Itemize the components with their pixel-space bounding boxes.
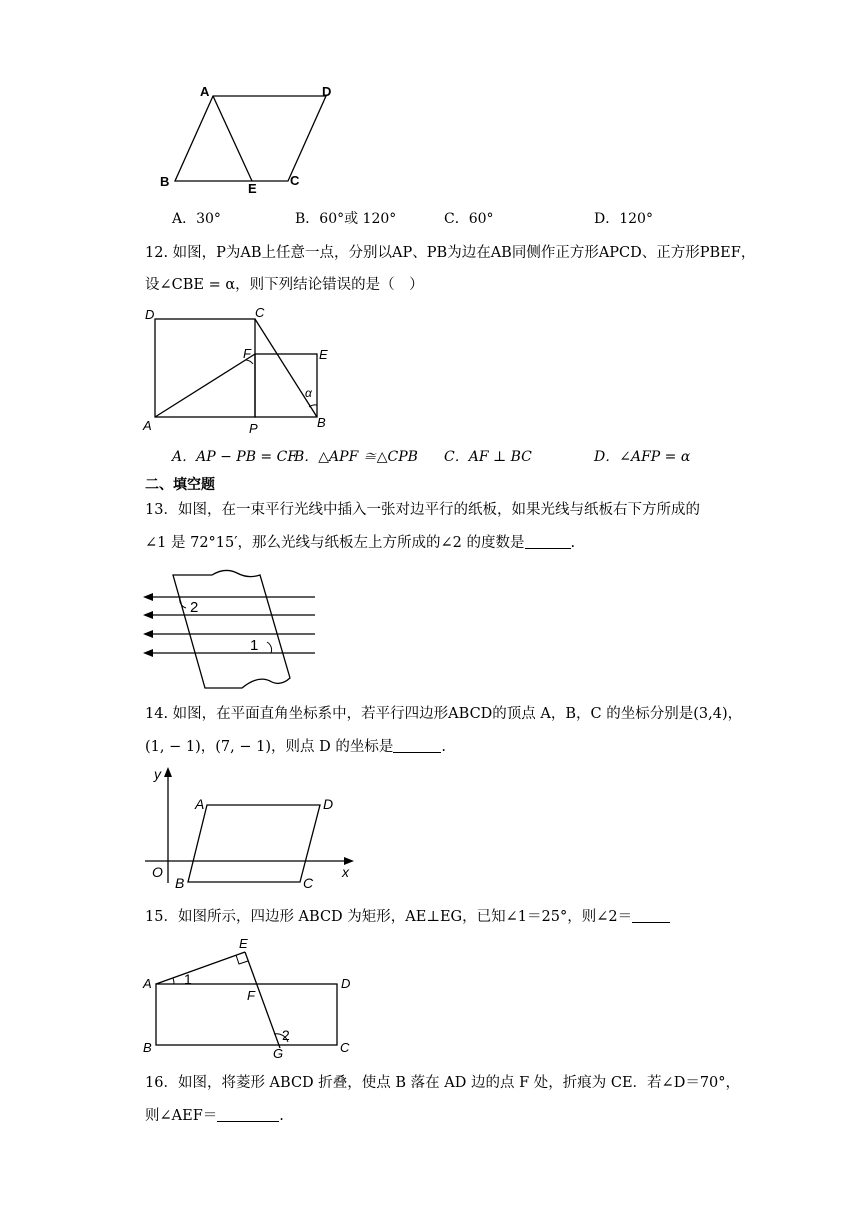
q14-answer-blank[interactable] — [393, 738, 441, 753]
label-C: C — [303, 875, 314, 891]
q13-stem-line2 — [145, 533, 575, 553]
label-D: D — [341, 976, 351, 991]
label-D: D — [145, 307, 155, 322]
q16-stem-line1: 16．如图，将菱形 ABCD 折叠，使点 B 落在 AD 边的点 F 处，折痕为 CE．若∠D＝70°， — [145, 1075, 741, 1091]
q13-period: . — [570, 535, 576, 551]
label-A: A — [195, 796, 205, 812]
label-E: E — [248, 181, 257, 193]
q11-option-d[interactable]: D．120° — [594, 211, 653, 227]
label-B: B — [143, 1040, 152, 1055]
q12-stem-line2: 设∠CBE = α，则下列结论错误的是（ ） — [145, 277, 424, 293]
label-C: C — [290, 173, 300, 188]
label-alpha: α — [305, 386, 312, 400]
q12-option-c[interactable]: C．AF ⊥ BC — [444, 449, 532, 465]
q12-stem-line1: 12. 如图，P为AB上任意一点，分别以AP、PB为边在AB同侧作正方形APCD、正方形PBEF， — [145, 245, 756, 261]
q14-period: . — [441, 739, 446, 755]
q11-option-a[interactable]: A．30° — [172, 211, 221, 227]
q13-answer-blank[interactable] — [525, 534, 571, 549]
label-G: G — [273, 1046, 284, 1060]
label-A: A — [143, 976, 152, 991]
q13-stem-line1: 13．如图，在一束平行光线中插入一张对边平行的纸板，如果光线与纸板右下方所成的 — [145, 502, 700, 518]
q15-stem — [145, 907, 670, 927]
q14-stem-line1: 14. 如图，在平面直角坐标系中，若平行四边形ABCD的顶点 A，B，C 的坐标分别是(3,4)， — [145, 706, 743, 722]
q11-option-c[interactable]: C．60° — [444, 211, 494, 227]
label-D: D — [323, 796, 334, 812]
figure-q14-coordinate-parallelogram — [140, 763, 360, 893]
figure-q15-rectangle — [140, 930, 360, 1060]
q14-stem-line2 — [145, 737, 446, 757]
label-C: C — [255, 305, 265, 320]
figure-q11-parallelogram — [150, 78, 350, 193]
angle-1-label: 1 — [184, 971, 192, 987]
angle-2-label: 2 — [190, 599, 199, 616]
label-P: P — [249, 421, 258, 436]
label-F: F — [243, 346, 251, 361]
q12-option-d[interactable]: D．∠AFP = α — [594, 449, 691, 465]
figure-q13-light-board — [140, 563, 330, 691]
q12-option-a[interactable]: A．AP − PB = CF — [172, 449, 298, 465]
label-A: A — [143, 418, 152, 433]
label-A: A — [200, 84, 210, 99]
q16-stem-line2 — [145, 1106, 284, 1126]
q16-period: . — [279, 1108, 284, 1124]
q14-stem-text: (1, − 1)，(7, − 1)，则点 D 的坐标是 — [145, 739, 394, 755]
label-E: E — [239, 936, 248, 951]
label-B: B — [160, 174, 170, 189]
label-C: C — [340, 1040, 350, 1055]
label-B: B — [175, 875, 185, 891]
section-heading-fill-blank: 二、填空题 — [145, 477, 215, 493]
axis-y-label: y — [154, 766, 161, 782]
label-E: E — [319, 347, 328, 362]
q16-stem-text: 则∠AEF＝ — [145, 1108, 218, 1124]
q11-option-b[interactable]: B．60°或 120° — [295, 211, 397, 227]
figure-q12-squares — [140, 302, 350, 437]
angle-2-label: 2 — [282, 1027, 290, 1043]
angle-1-label: 1 — [250, 637, 259, 654]
q15-stem-text: 15．如图所示，四边形 ABCD 为矩形，AE⊥EG，已知∠1＝25°，则∠2＝ — [145, 909, 633, 925]
q16-answer-blank[interactable] — [217, 1107, 279, 1122]
origin-label: O — [152, 864, 163, 880]
label-B: B — [317, 415, 326, 430]
axis-x-label: x — [342, 864, 349, 880]
q12-option-b[interactable]: B．△APF ≅△CPB — [294, 449, 418, 465]
label-D: D — [322, 84, 332, 99]
label-F: F — [247, 988, 255, 1003]
q13-stem-text: ∠1 是 72°15′，那么光线与纸板左上方所成的∠2 的度数是 — [145, 535, 525, 551]
q15-answer-blank[interactable] — [632, 908, 670, 923]
